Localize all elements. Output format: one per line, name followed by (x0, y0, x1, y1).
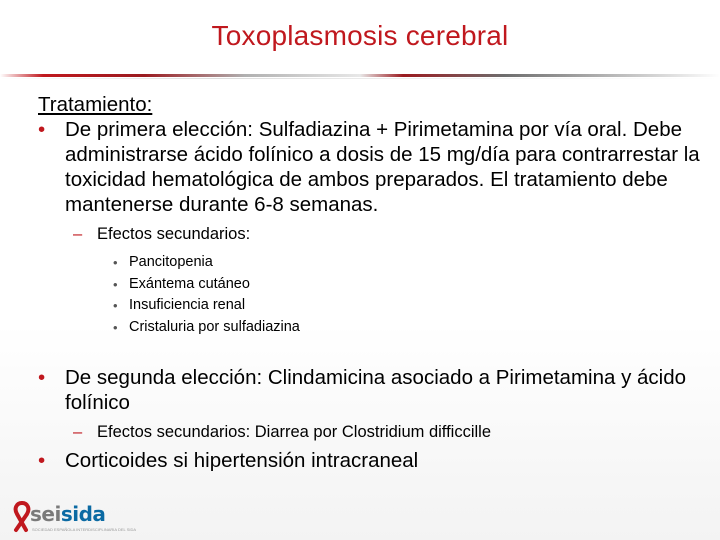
logo-tagline: SOCIEDAD ESPAÑOLA INTERDISCIPLINARIA DEL SIDA (32, 527, 137, 532)
bullet-text: De segunda elección: Clindamicina asociado a Pirimetamina y ácido folínico (65, 366, 687, 414)
section-heading: Tratamiento: (38, 93, 153, 116)
sub-item-side-effects (38, 421, 708, 443)
logo-wordmark-part2: sida (60, 502, 106, 526)
bullet-text: Corticoides si hipertensión intracraneal (65, 449, 419, 472)
bullet-icon: • (38, 449, 46, 472)
side-effect-item (38, 274, 708, 296)
side-effect-text: Insuficiencia renal (129, 297, 246, 313)
side-effect-text: Exántema cutáneo (129, 275, 250, 292)
logo-wordmark (30, 502, 105, 526)
side-effect-item (38, 252, 708, 274)
bullet-text: De primera elección: Sulfadiazina + Pirimetamina por vía oral. Debe administrarse ácido folínico a dosis de 15 mg/día para contrarrestar la toxicidad hematológica de ambos preparados. El tratamiento debe mantenerse durante 6-8 semanas. (65, 118, 700, 216)
side-effect-item (38, 295, 708, 317)
side-effect-text: Cristaluria por sulfadiazina (129, 318, 300, 335)
logo-wordmark-part1: sei (30, 502, 61, 526)
dash-bullet-icon: – (73, 423, 83, 441)
side-effect-item (38, 317, 708, 339)
side-effect-text: Pancitopenia (129, 254, 213, 270)
sub-item-side-effects (38, 223, 708, 245)
sub-item-text: Efectos secundarios: (97, 225, 251, 243)
bullet-icon: • (113, 276, 118, 292)
bullet-icon: • (38, 366, 46, 389)
bullet-item-second-choice (38, 365, 708, 415)
bullet-icon: • (38, 118, 46, 141)
slide-body (38, 92, 708, 473)
title-divider (0, 74, 720, 77)
bullet-item-first-choice (38, 117, 708, 217)
sub-item-text: Efectos secundarios: Diarrea por Clostridium difficcille (97, 423, 492, 441)
bullet-icon: • (113, 298, 118, 313)
bullet-icon: • (113, 319, 118, 335)
dash-bullet-icon: – (73, 225, 83, 243)
seisida-logo (8, 498, 138, 534)
title-divider-shadow (0, 78, 720, 79)
bullet-item-corticoids (38, 448, 708, 473)
bullet-icon: • (113, 255, 118, 270)
slide-title: Toxoplasmosis cerebral (211, 20, 509, 51)
